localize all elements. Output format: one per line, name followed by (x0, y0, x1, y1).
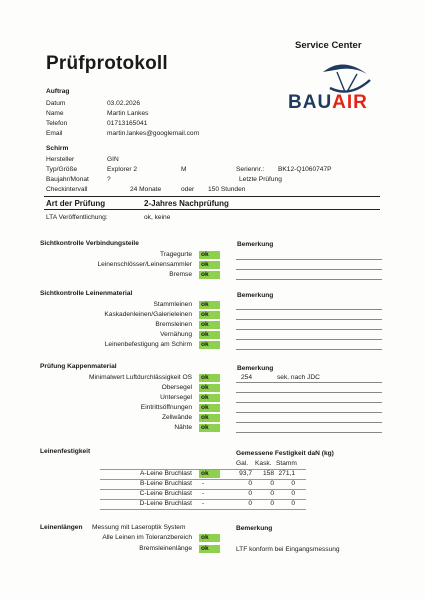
status-ok-zellwaende: ok (199, 414, 220, 422)
check-label-bremsleinen: Bremsleinen (155, 321, 192, 328)
remark-line (236, 432, 382, 433)
remark-line (236, 309, 382, 310)
check-label-leinenbefestigung: Leinenbefestigung am Schirm (104, 341, 192, 348)
art-label: Art der Prüfung (46, 199, 106, 208)
logo-text-bau: BAU (288, 92, 333, 113)
table-row-c-kask: 0 (270, 490, 274, 497)
column-header-kask: Kask. (255, 460, 272, 467)
status-ok-kaskadenleinen: ok (199, 311, 220, 319)
service-center-label: Service Center (295, 40, 362, 51)
checkintervall-months: 24 Monate (130, 186, 162, 193)
check-label-obersegel: Obersegel (161, 384, 192, 391)
lta-label: LTA Veröffentlichung: (46, 214, 108, 221)
table-row-d-label: D-Leine Bruchlast (139, 500, 192, 507)
groesse-value: M (181, 166, 187, 173)
status-ok-leinenbefestigung: ok (199, 341, 220, 349)
check-label-naehte: Nähte (174, 424, 192, 431)
festigkeit-heading: Leinenfestigkeit (40, 448, 91, 455)
table-row-c-status: - (202, 490, 205, 497)
remark-line (236, 339, 382, 340)
table-row-a-status: ok (199, 470, 220, 478)
status-ok-stammleinen: ok (199, 301, 220, 309)
check-label-bremsleinenlaenge: Bremsleinenlänge (139, 545, 192, 552)
leinenmaterial-remark-heading: Bemerkung (237, 292, 274, 299)
remark-line (236, 402, 382, 403)
verbindungsteile-remark-heading: Bemerkung (237, 241, 274, 248)
remark-line (236, 329, 382, 330)
table-row-d-gal: 0 (248, 500, 252, 507)
table-row-a-label: A-Leine Bruchlast (139, 470, 192, 477)
baujahr-label: Baujahr/Monat (46, 176, 89, 183)
telefon-value: 01713165041 (107, 120, 148, 127)
festigkeit-measured-heading: Gemessene Festigkeit daN (kg) (236, 450, 334, 457)
check-label-bremse: Bremse (169, 271, 192, 278)
status-ok-eintrittsoeffnungen: ok (199, 404, 220, 412)
table-row-divider (100, 509, 306, 510)
column-header-gal: Gal. (236, 460, 249, 467)
art-value: 2-Jahres Nachprüfung (144, 199, 229, 208)
table-row-c-gal: 0 (248, 490, 252, 497)
leinenmaterial-heading: Sichtkontrolle Leinenmaterial (40, 290, 133, 297)
status-ok-leinenschloesser: ok (199, 261, 220, 269)
check-label-kaskadenleinen: Kaskadenleinen/Galerieleinen (104, 311, 192, 318)
table-row-b-label: B-Leine Bruchlast (139, 480, 192, 487)
table-row-a-gal: 93,7 (239, 470, 252, 477)
check-label-stammleinen: Stammleinen (153, 301, 192, 308)
checkintervall-hours: 150 Stunden (208, 186, 246, 193)
schirm-heading: Schirm (46, 145, 69, 152)
logo-text-air: AIR (332, 92, 368, 113)
laengen-remark-heading: Bemerkung (236, 525, 273, 532)
table-row-c-label: C-Leine Bruchlast (139, 490, 192, 497)
status-ok-naehte: ok (199, 424, 220, 432)
status-ok-tragegurte: ok (199, 251, 220, 259)
table-row-a-kask: 158 (262, 470, 274, 477)
status-ok-luftdurchlaessigkeit: ok (199, 374, 220, 382)
check-label-luftdurchlaessigkeit: Minimalwert Luftdurchlässigkeit OS (89, 374, 192, 381)
table-row-c-stamm: 0 (291, 490, 295, 497)
remark-line (236, 279, 382, 280)
name-value: Martin Lankes (107, 110, 149, 117)
serial-label: Seriennr.: (236, 166, 265, 173)
check-label-vernaehung: Vernähung (160, 331, 192, 338)
remark-line (236, 269, 382, 270)
table-row-b-stamm: 0 (291, 480, 295, 487)
datum-value: 03.02.2026 (107, 100, 141, 107)
laengen-remark: LTF konform bei Eingangsmessung (236, 546, 340, 553)
kappe-heading: Prüfung Kappenmaterial (40, 363, 117, 370)
remark-line (236, 349, 382, 350)
status-ok-untersegel: ok (199, 394, 220, 402)
checkintervall-label: Checkintervall (46, 186, 88, 193)
checkintervall-oder: oder (181, 186, 195, 193)
check-label-leinenschloesser: Leinenschlösser/Leinensammler (97, 261, 192, 268)
table-row-a-stamm: 271,1 (278, 470, 295, 477)
table-row-b-kask: 0 (270, 480, 274, 487)
check-label-tragegurte: Tragegurte (159, 251, 192, 258)
remark-line (236, 412, 382, 413)
check-label-toleranzbereich: Alle Leinen im Toleranzbereich (102, 534, 192, 541)
status-ok-vernaehung: ok (199, 331, 220, 339)
column-header-stamm: Stamm (276, 460, 297, 467)
table-row-d-stamm: 0 (291, 500, 295, 507)
status-ok-obersegel: ok (199, 384, 220, 392)
table-row-d-kask: 0 (270, 500, 274, 507)
remark-line (236, 392, 382, 393)
typ-value: Explorer 2 (107, 166, 138, 173)
telefon-label: Telefon (46, 120, 68, 127)
status-ok-toleranzbereich: ok (199, 534, 220, 542)
remark-line (236, 422, 382, 423)
datum-label: Datum (46, 100, 66, 107)
remark-line (236, 319, 382, 320)
letzte-pruefung-label: Letzte Prüfung (239, 176, 282, 183)
laengen-heading: Leinenlängen (40, 524, 83, 531)
table-row-b-status: - (202, 480, 205, 487)
email-label: Email (46, 130, 63, 137)
table-row-d-status: - (202, 500, 205, 507)
lta-value: ok, keine (144, 214, 171, 221)
bauair-logo (285, 58, 385, 120)
permeability-value: 254 (241, 374, 253, 381)
status-ok-bremsleinenlaenge: ok (199, 545, 220, 553)
status-ok-bremse: ok (199, 271, 220, 279)
remark-line (236, 382, 382, 383)
name-label: Name (46, 110, 64, 117)
check-label-eintrittsoeffnungen: Eintrittsöffnungen (140, 404, 192, 411)
email-value: martin.lankes@googlemail.com (107, 130, 200, 137)
art-top-divider (44, 196, 380, 197)
hersteller-value: GIN (107, 156, 119, 163)
kappe-remark-heading: Bemerkung (237, 365, 274, 372)
page-title: Prüfprotokoll (46, 53, 168, 74)
check-label-zellwaende: Zellwände (161, 414, 192, 421)
laengen-method: Messung mit Laseroptik System (92, 524, 186, 531)
permeability-unit: sek. nach JDC (277, 374, 320, 381)
hersteller-label: Hersteller (46, 156, 75, 163)
serial-value: BK12-Q1060747P (278, 166, 332, 173)
verbindungsteile-heading: Sichtkontrolle Verbindungsteile (40, 240, 139, 247)
check-label-untersegel: Untersegel (160, 394, 192, 401)
status-ok-bremsleinen: ok (199, 321, 220, 329)
table-row-b-gal: 0 (248, 480, 252, 487)
typ-label: Typ/Größe (46, 166, 78, 173)
auftrag-heading: Auftrag (46, 88, 70, 95)
remark-line (236, 259, 382, 260)
baujahr-value: ? (107, 176, 111, 183)
art-bottom-divider (44, 209, 380, 210)
